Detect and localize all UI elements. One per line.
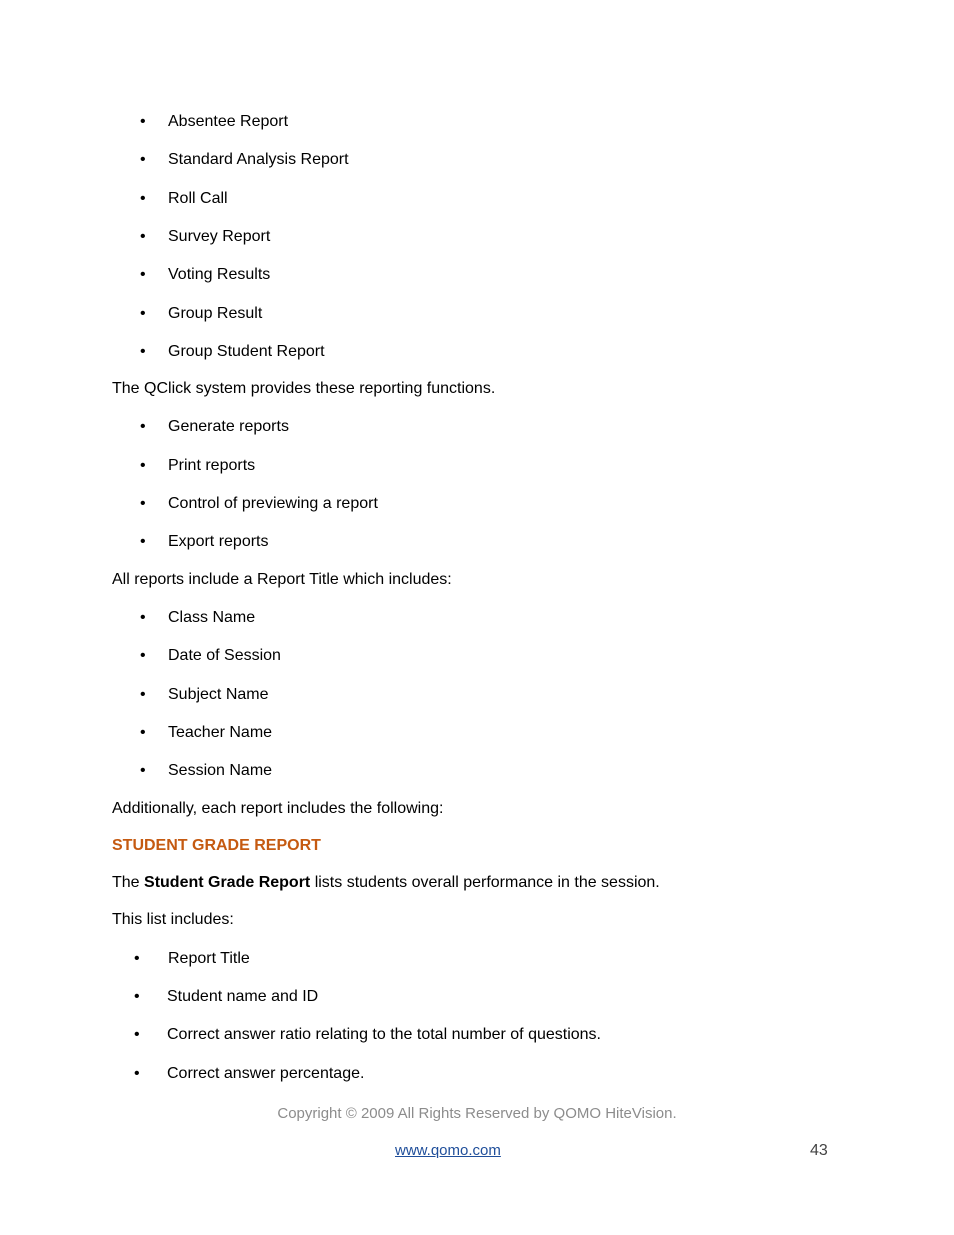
- list-item: Export reports: [168, 533, 269, 550]
- list-item: Roll Call: [168, 190, 228, 207]
- bullet-icon: •: [140, 647, 146, 664]
- list-item: Generate reports: [168, 418, 289, 435]
- paragraph-student-grade-report: [112, 873, 660, 893]
- list-item: Print reports: [168, 457, 256, 474]
- bullet-icon: •: [140, 151, 146, 168]
- footer-website-link[interactable]: www.qomo.com: [395, 1142, 501, 1159]
- list-item: Group Student Report: [168, 343, 325, 360]
- footer-copyright: Copyright © 2009 All Rights Reserved by QOMO HiteVision.: [277, 1105, 677, 1122]
- section-heading: STUDENT GRADE REPORT: [112, 837, 321, 854]
- para-bold-term: Student Grade Report: [144, 874, 311, 891]
- bullet-icon: •: [140, 762, 146, 779]
- paragraph-reporting-functions: The QClick system provides these reporting functions.: [112, 380, 496, 397]
- bullet-icon: •: [140, 495, 146, 512]
- bullet-icon: •: [134, 1065, 140, 1082]
- list-item: Voting Results: [168, 266, 271, 283]
- bullet-icon: •: [140, 418, 146, 435]
- bullet-icon: •: [140, 609, 146, 626]
- paragraph-additionally: Additionally, each report includes the following:: [112, 800, 444, 817]
- list-item: Session Name: [168, 762, 273, 779]
- list-item: Standard Analysis Report: [168, 151, 349, 168]
- list-item: Teacher Name: [168, 724, 273, 741]
- bullet-icon: •: [140, 113, 146, 130]
- paragraph-list-includes: This list includes:: [112, 911, 234, 928]
- bullet-icon: •: [134, 1026, 140, 1043]
- bullet-icon: •: [134, 950, 140, 967]
- list-item: Absentee Report: [168, 113, 289, 130]
- list-item: Control of previewing a report: [168, 495, 378, 512]
- paragraph-report-title: All reports include a Report Title which includes:: [112, 571, 452, 588]
- bullet-icon: •: [140, 305, 146, 322]
- bullet-icon: •: [140, 457, 146, 474]
- bullet-icon: •: [140, 190, 146, 207]
- list-item: Subject Name: [168, 686, 269, 703]
- para-prefix: The: [112, 874, 145, 891]
- bullet-icon: •: [140, 266, 146, 283]
- bullet-icon: •: [140, 686, 146, 703]
- bullet-icon: •: [140, 724, 146, 741]
- list-item: Correct answer percentage.: [167, 1065, 365, 1082]
- list-item: Report Title: [168, 950, 250, 967]
- bullet-icon: •: [134, 988, 140, 1005]
- list-item: Survey Report: [168, 228, 271, 245]
- page-number: 43: [810, 1142, 828, 1159]
- list-item: Class Name: [168, 609, 256, 626]
- bullet-icon: •: [140, 228, 146, 245]
- bullet-icon: •: [140, 343, 146, 360]
- list-item: Date of Session: [168, 647, 281, 664]
- list-item: Group Result: [168, 305, 263, 322]
- list-item: Student name and ID: [167, 988, 319, 1005]
- para-suffix: lists students overall performance in the session.: [310, 874, 660, 891]
- bullet-icon: •: [140, 533, 146, 550]
- list-item: Correct answer ratio relating to the total number of questions.: [167, 1026, 601, 1043]
